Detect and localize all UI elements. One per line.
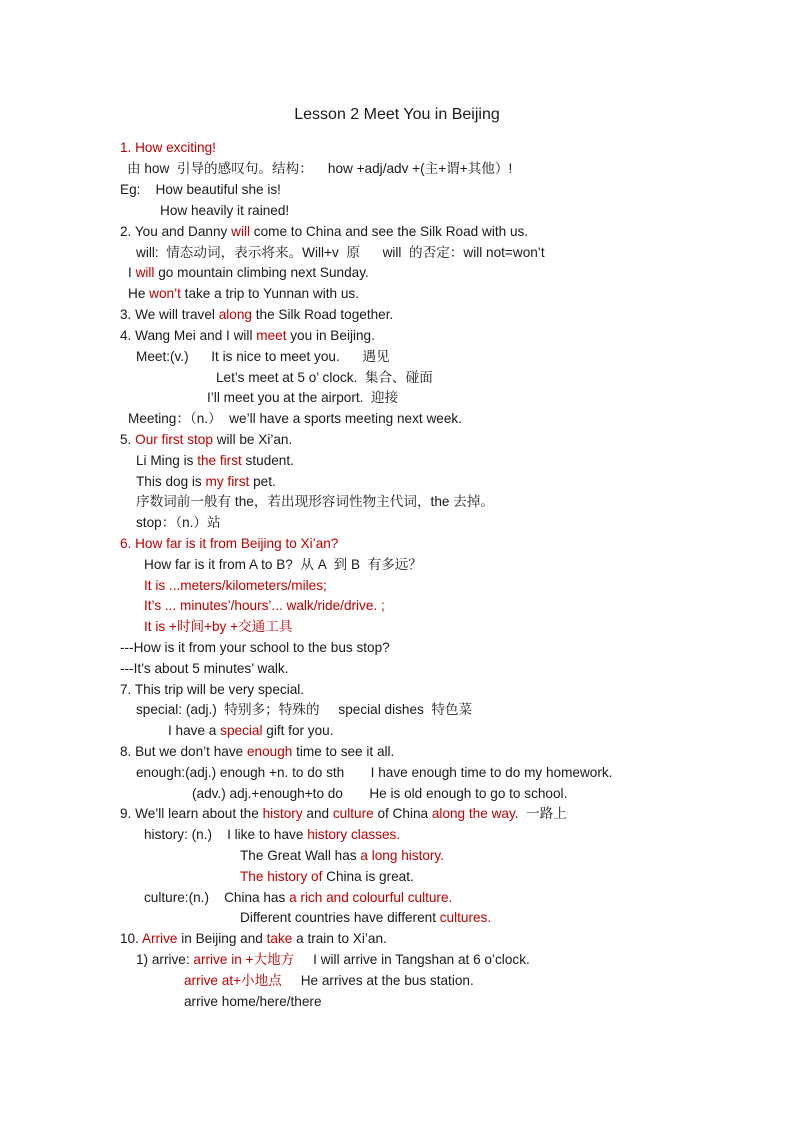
highlighted-text: The history of xyxy=(240,869,323,884)
text-segment: Let’s meet at 5 o’ clock. 集合、碰面 xyxy=(216,370,433,385)
highlighted-text: 6. How far is it from Beijing to Xi’an? xyxy=(120,536,339,551)
text-line xyxy=(168,722,334,740)
text-segment: I will arrive in Tangshan at 6 o’clock. xyxy=(294,952,530,967)
highlighted-text: arrive at+小地点 xyxy=(184,973,282,988)
highlighted-text: Our first stop xyxy=(135,432,213,447)
text-line xyxy=(136,473,276,491)
text-segment: 5. xyxy=(120,432,136,447)
text-line xyxy=(207,389,398,407)
text-line xyxy=(136,452,294,470)
text-line xyxy=(144,889,452,907)
highlighted-text: culture xyxy=(332,806,374,821)
text-segment: I xyxy=(128,265,136,280)
text-line xyxy=(120,660,288,678)
text-segment: 序数词前一般有 the，若出现形容词性物主代词，the 去掉。 xyxy=(136,494,495,509)
text-line xyxy=(144,618,292,636)
text-line xyxy=(120,306,393,324)
text-segment: 由 how 引导的感叹句。结构： how +adj/adv +(主+谓+其他）! xyxy=(127,161,513,176)
text-line xyxy=(120,181,281,199)
text-segment: will: 情态动词，表示将来。Will+v 原 will 的否定：will not=won’t xyxy=(136,245,545,260)
highlighted-text: special xyxy=(220,723,263,738)
text-segment: He arrives at the bus station. xyxy=(281,973,474,988)
text-segment: ---How is it from your school to the bus stop? xyxy=(120,640,390,655)
text-line xyxy=(120,223,528,241)
text-segment: 9. We’ll learn about the xyxy=(120,806,263,821)
text-segment: gift for you. xyxy=(262,723,334,738)
highlighted-text: along the way xyxy=(431,806,515,821)
text-segment: enough:(adj.) enough +n. to do sth I have enough time to do my homework. xyxy=(136,765,613,780)
text-segment: Meet:(v.) It is nice to meet you. 遇见 xyxy=(136,349,390,364)
text-segment: time to see it all. xyxy=(292,744,395,759)
text-segment: I have a xyxy=(168,723,221,738)
text-line xyxy=(184,972,474,990)
text-segment: 4. Wang Mei and I will xyxy=(120,328,257,343)
text-line xyxy=(240,868,414,886)
text-segment: . 一路上 xyxy=(514,806,567,821)
text-line xyxy=(127,160,512,178)
text-segment: I’ll meet you at the airport. 迎接 xyxy=(207,390,399,405)
highlighted-text: It is ...meters/kilometers/miles; xyxy=(144,578,327,593)
text-segment: 2. You and Danny xyxy=(120,224,232,239)
text-segment: will be Xi’an. xyxy=(212,432,293,447)
text-line xyxy=(144,826,400,844)
highlighted-text: take xyxy=(266,931,293,946)
text-line xyxy=(192,785,567,803)
text-segment: 3. We will travel xyxy=(120,307,219,322)
highlighted-text: enough xyxy=(246,744,293,759)
highlighted-text: won’t xyxy=(149,286,181,301)
text-segment: history: (n.) I like to have xyxy=(144,827,308,842)
text-segment: stop：（n.）站 xyxy=(136,515,221,530)
highlighted-text: arrive in +大地方 xyxy=(193,952,295,967)
highlighted-text: my first xyxy=(205,474,250,489)
highlighted-text: a rich and colourful culture. xyxy=(289,890,453,905)
page-title: Lesson 2 Meet You in Beijing xyxy=(294,106,500,123)
text-line xyxy=(136,348,390,366)
text-line xyxy=(120,743,394,761)
highlighted-text: a long history. xyxy=(360,848,444,863)
text-segment: (adv.) adj.+enough+to do He is old enough to go to school. xyxy=(192,786,568,801)
text-segment: go mountain climbing next Sunday. xyxy=(154,265,369,280)
text-segment: a train to Xi’an. xyxy=(292,931,387,946)
text-segment: China is great. xyxy=(322,869,414,884)
text-segment: special: (adj.) 特别多；特殊的 special dishes 特色菜 xyxy=(136,702,473,717)
text-line xyxy=(144,556,422,574)
text-line xyxy=(120,535,338,553)
text-segment: the Silk Road together. xyxy=(251,307,394,322)
text-segment: How heavily it rained! xyxy=(160,203,290,218)
text-segment: come to China and see the Silk Road with us. xyxy=(250,224,529,239)
text-segment: of China xyxy=(373,806,432,821)
text-segment: Li Ming is xyxy=(136,453,198,468)
text-line xyxy=(136,493,494,511)
text-line xyxy=(184,993,322,1011)
text-segment: culture:(n.) China has xyxy=(144,890,290,905)
highlighted-text: along xyxy=(218,307,252,322)
text-line xyxy=(216,369,433,387)
text-line xyxy=(136,951,530,969)
highlighted-text: Arrive xyxy=(141,931,178,946)
text-line xyxy=(136,701,472,719)
text-line xyxy=(120,639,390,657)
text-segment: ---It’s about 5 minutes’ walk. xyxy=(120,661,289,676)
text-line xyxy=(128,264,369,282)
text-segment: pet. xyxy=(249,474,276,489)
highlighted-text: cultures. xyxy=(439,910,492,925)
text-segment: Meeting：（n.） we’ll have a sports meeting next week. xyxy=(128,411,462,426)
highlighted-text: 1. How exciting! xyxy=(120,140,216,155)
text-segment: How far is it from A to B? 从 A 到 B 有多远？ xyxy=(144,557,422,572)
text-segment: 7. This trip will be very special. xyxy=(120,682,305,697)
text-segment: 1) arrive: xyxy=(136,952,194,967)
text-line xyxy=(120,431,292,449)
text-line xyxy=(240,909,491,927)
text-line xyxy=(136,764,612,782)
text-segment: and xyxy=(302,806,333,821)
text-segment: This dog is xyxy=(136,474,206,489)
text-segment: Eg: How beautiful she is! xyxy=(120,182,281,197)
text-line xyxy=(128,285,359,303)
text-segment: in Beijing and xyxy=(177,931,267,946)
text-line xyxy=(240,847,444,865)
text-line xyxy=(136,244,545,262)
highlighted-text: will xyxy=(135,265,155,280)
text-segment: Different countries have different xyxy=(240,910,440,925)
text-segment: arrive home/here/there xyxy=(184,994,322,1009)
text-line xyxy=(128,410,462,428)
text-segment: take a trip to Yunnan with us. xyxy=(180,286,359,301)
text-segment: 8. But we don’t have xyxy=(120,744,247,759)
highlighted-text: meet xyxy=(256,328,287,343)
text-segment: student. xyxy=(241,453,294,468)
text-line xyxy=(144,577,327,595)
text-line xyxy=(120,681,304,699)
highlighted-text: will xyxy=(231,224,251,239)
text-segment: you in Beijing. xyxy=(286,328,375,343)
text-line xyxy=(120,805,567,823)
text-segment: He xyxy=(128,286,150,301)
highlighted-text: history classes. xyxy=(307,827,401,842)
text-line xyxy=(136,514,221,532)
text-line xyxy=(160,202,289,220)
text-segment: The Great Wall has xyxy=(240,848,361,863)
text-line xyxy=(120,139,216,157)
text-line xyxy=(144,597,385,615)
text-line xyxy=(120,930,387,948)
highlighted-text: history xyxy=(262,806,303,821)
highlighted-text: It is +时间+by +交通工具 xyxy=(144,619,293,634)
text-line xyxy=(120,327,375,345)
text-segment: 10. xyxy=(120,931,142,946)
highlighted-text: the first xyxy=(197,453,242,468)
highlighted-text: It’s ... minutes’/hours’... walk/ride/drive. ; xyxy=(144,598,385,613)
